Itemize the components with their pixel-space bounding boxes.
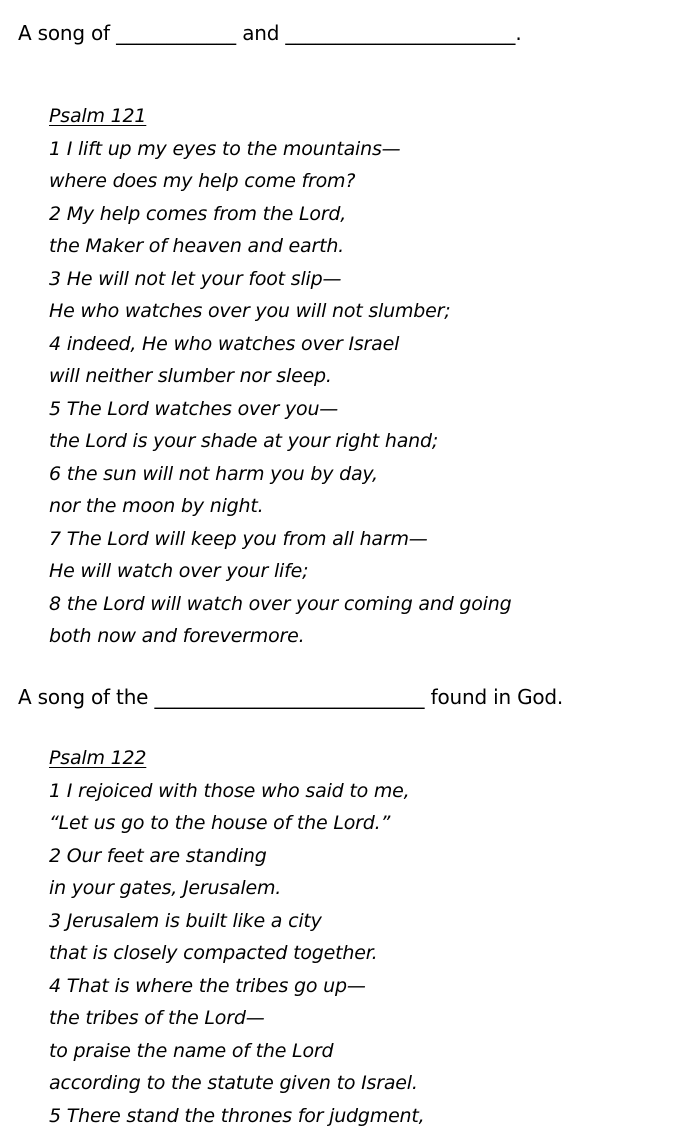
sentence-1-suffix: . [515,21,522,45]
psalm-line: that is closely compacted together. [49,942,378,964]
psalm-121-heading: Psalm 121 [49,105,147,127]
psalm-line: where does my help come from? [49,170,356,192]
psalm-122-heading: Psalm 122 [49,747,147,769]
psalm-line: 4 indeed, He who watches over Israel [49,332,400,355]
psalm-line: according to the statute given to Israel. [49,1072,418,1094]
psalm-122-section [49,742,425,1132]
sentence-2-suffix: found in God. [424,685,564,709]
psalm-line: 2 My help comes from the Lord, [49,202,347,225]
psalm-line: both now and forevermore. [49,625,305,647]
psalm-line: 5 The Lord watches over you— [49,397,339,420]
blank-field-3[interactable]: ___________________________ [154,685,425,709]
psalm-line: 1 I rejoiced with those who said to me, [49,779,410,802]
psalm-line: the tribes of the Lord— [49,1007,265,1029]
psalm-line: the Lord is your shade at your right hand; [49,430,439,452]
psalm-line: 3 He will not let your foot slip— [49,267,342,290]
psalm-line: in your gates, Jerusalem. [49,877,282,899]
psalm-line: 4 That is where the tribes go up— [49,974,366,997]
psalm-line: 3 Jerusalem is built like a city [49,909,322,932]
psalm-line: “Let us go to the house of the Lord.” [49,812,391,834]
sentence-1-prefix: A song of [18,21,117,45]
fill-in-sentence-2 [18,684,563,710]
blank-field-1[interactable]: ____________ [116,21,237,45]
psalm-line: He who watches over you will not slumber; [49,300,451,322]
psalm-line: 5 There stand the thrones for judgment, [49,1104,425,1127]
sentence-1-middle: and [236,21,286,45]
psalm-line: 2 Our feet are standing [49,844,267,867]
psalm-line: nor the moon by night. [49,495,264,517]
psalm-line: will neither slumber nor sleep. [49,365,332,387]
psalm-line: to praise the name of the Lord [49,1039,334,1062]
psalm-line: 7 The Lord will keep you from all harm— [49,527,428,550]
fill-in-sentence-1 [18,20,522,46]
sentence-2-prefix: A song of the [18,685,155,709]
psalm-line: 6 the sun will not harm you by day, [49,462,378,485]
psalm-line: 8 the Lord will watch over your coming and going [49,592,512,615]
psalm-line: the Maker of heaven and earth. [49,235,345,257]
psalm-121-section [49,100,511,653]
psalm-line: He will watch over your life; [49,560,309,582]
psalm-121-lines [49,133,511,653]
blank-field-2[interactable]: _______________________ [285,21,516,45]
psalm-122-lines [49,775,425,1133]
psalm-line: 1 I lift up my eyes to the mountains— [49,137,401,160]
